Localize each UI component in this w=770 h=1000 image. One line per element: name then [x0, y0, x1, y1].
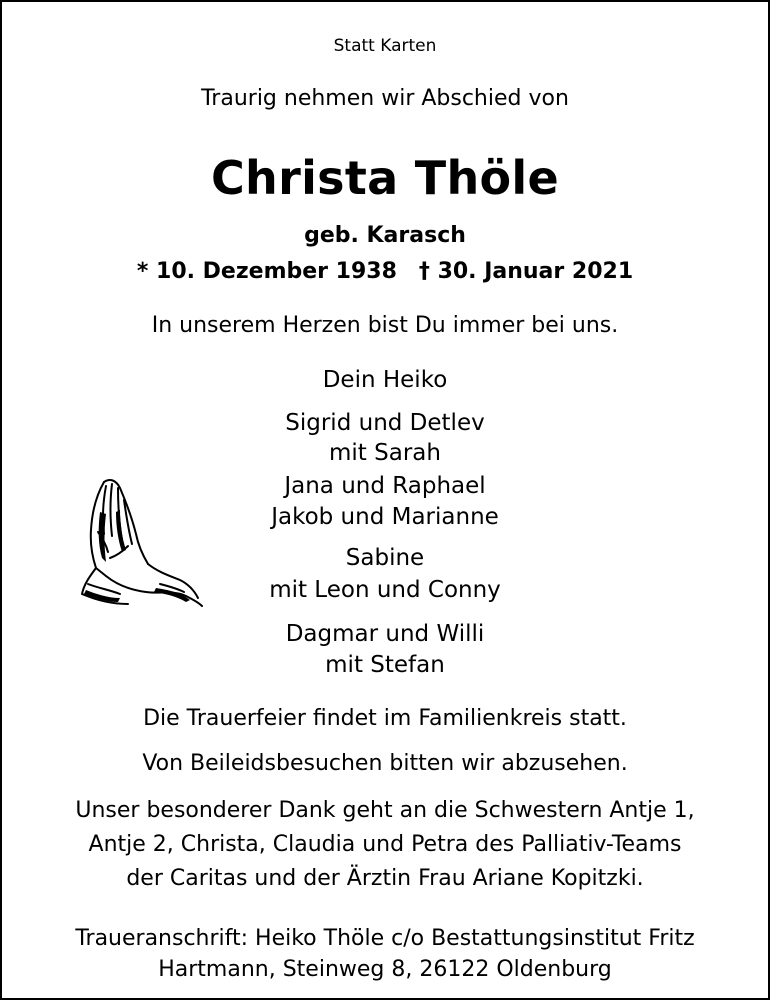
life-dates: [2, 261, 768, 283]
maiden-name: geb. Karasch: [304, 223, 466, 248]
address-line: Hartmann, Steinweg 8, 26122 Oldenburg: [158, 957, 612, 982]
mourner-line: Jana und Raphael: [284, 473, 486, 499]
statt-karten-label: Statt Karten: [333, 36, 437, 56]
mourner-line: Dein Heiko: [322, 367, 448, 393]
mourner-line: mit Sarah: [329, 440, 441, 466]
thanks-line: der Caritas und der Ärztin Frau Ariane Kopitzki.: [126, 866, 644, 891]
praying-hands-icon: [76, 472, 204, 612]
death-date: † 30. Januar 2021: [418, 259, 634, 284]
thanks-line: Unser besonderer Dank geht an die Schwestern Antje 1,: [75, 798, 695, 823]
mourner-line: mit Stefan: [325, 652, 445, 678]
mourner-line: mit Leon und Conny: [269, 577, 501, 603]
mourner-line: Sabine: [345, 545, 425, 571]
birth-date: * 10. Dezember 1938: [136, 259, 397, 284]
thanks-line: Antje 2, Christa, Claudia und Petra des Palliativ-Teams: [88, 832, 682, 857]
motto-text: In unserem Herzen bist Du immer bei uns.: [151, 313, 619, 338]
intro-text: Traurig nehmen wir Abschied von: [201, 86, 569, 111]
mourner-line: Jakob und Marianne: [271, 504, 499, 530]
mourner-line: Dagmar und Willi: [285, 621, 485, 647]
mourner-line: Sigrid und Detlev: [285, 410, 485, 436]
funeral-note: Die Trauerfeier findet im Familienkreis statt.: [143, 706, 627, 731]
condolence-note: Von Beileidsbesuchen bitten wir abzusehen.: [142, 751, 628, 776]
deceased-name: Christa Thöle: [211, 151, 559, 205]
address-line: Traueranschrift: Heiko Thöle c/o Bestattungsinstitut Fritz: [75, 926, 695, 951]
